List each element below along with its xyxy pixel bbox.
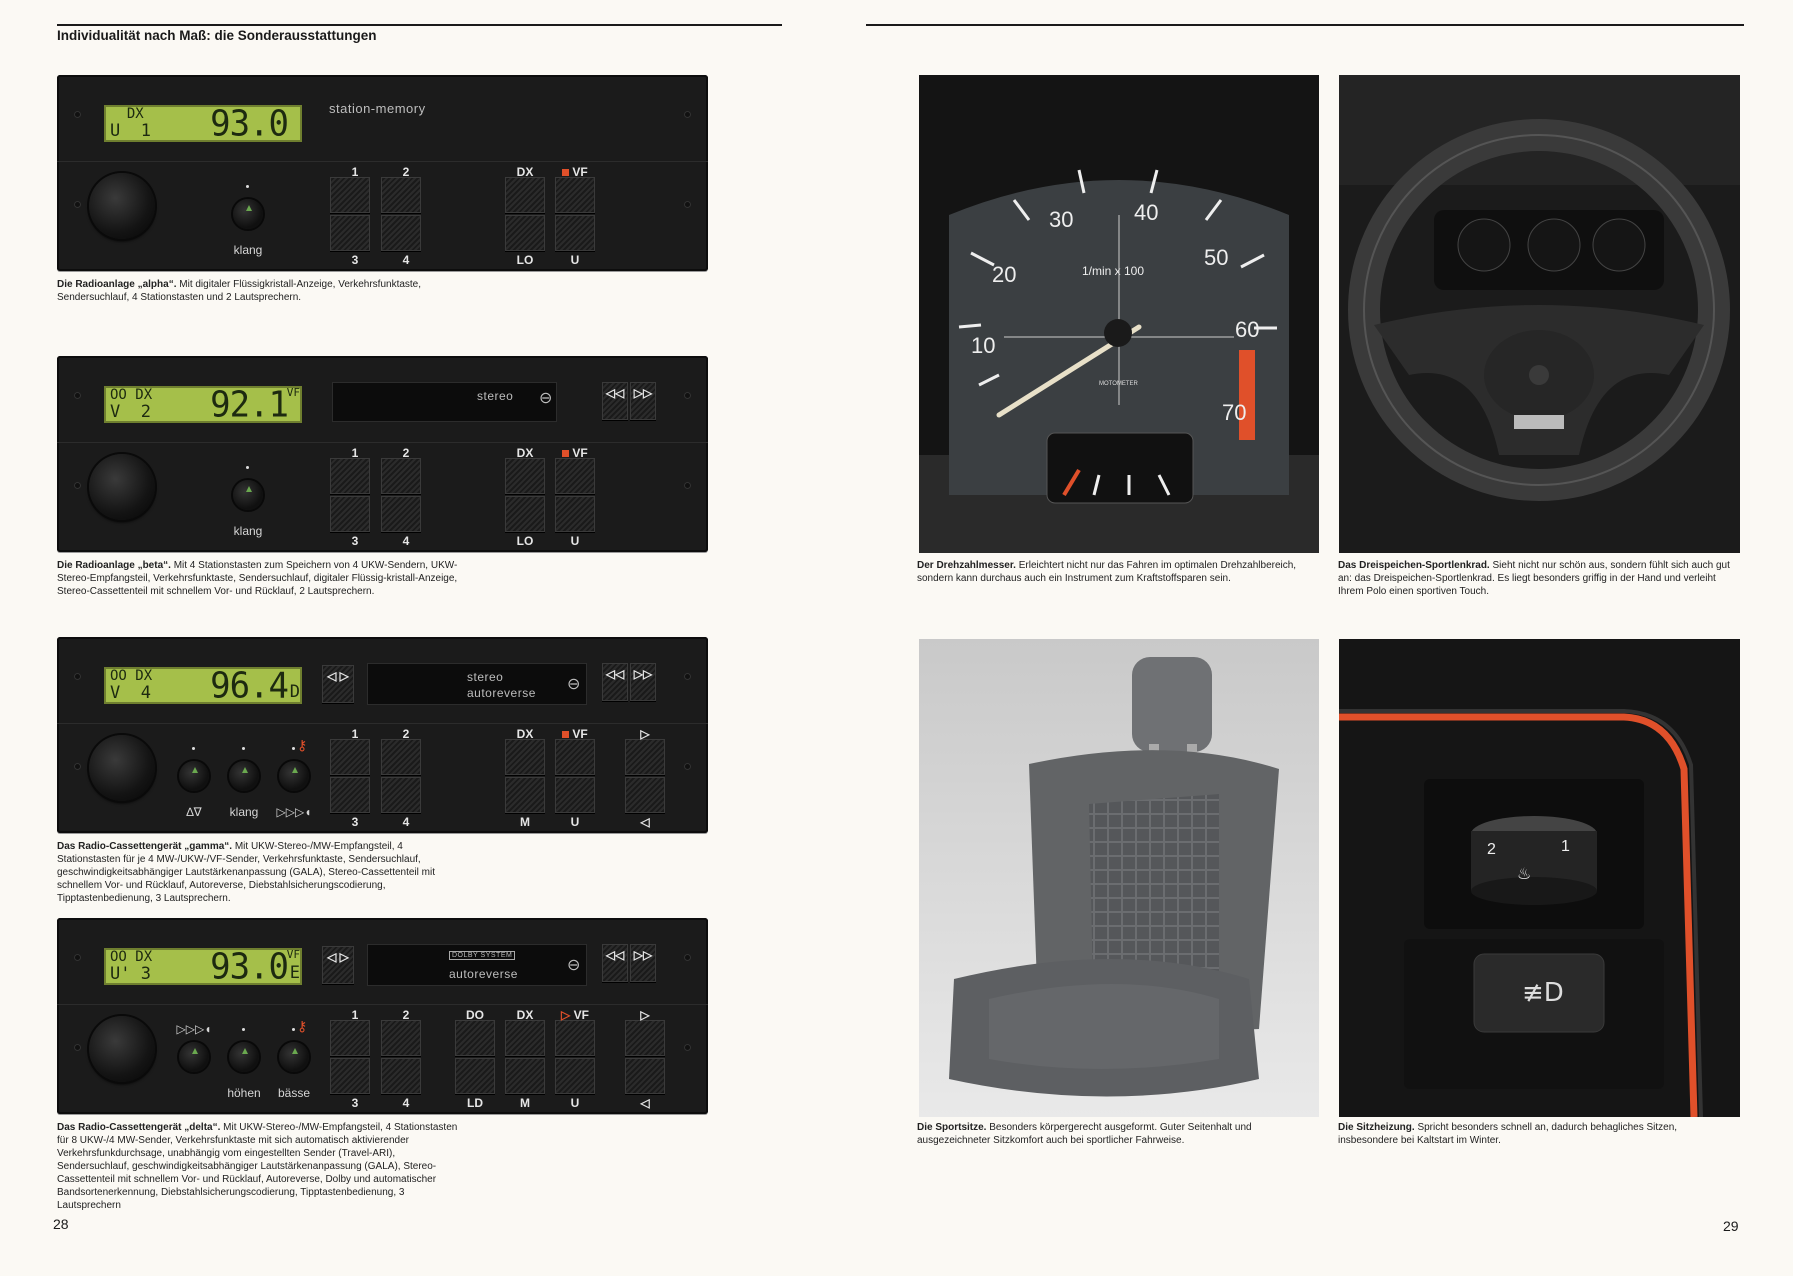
klang-label: klang — [229, 805, 259, 819]
preset-key-1[interactable] — [330, 177, 370, 213]
indicator-square — [562, 450, 569, 457]
balance-knob[interactable] — [179, 761, 209, 791]
caption-sport-seat — [917, 1121, 1322, 1147]
volume-knob[interactable] — [89, 735, 155, 801]
lcd-line1: OO DX — [110, 387, 153, 403]
caption-tachometer — [917, 559, 1322, 585]
dolby-label: DOLBY SYSTEM — [449, 951, 515, 960]
screw — [684, 673, 691, 680]
m-key[interactable] — [505, 777, 545, 813]
m-key[interactable] — [505, 1058, 545, 1094]
fader-label: ▷▷▷◖ — [276, 805, 312, 819]
lcd-frequency: 96.4 — [210, 665, 288, 707]
key-label — [555, 446, 595, 460]
key-label: 3 — [351, 534, 359, 548]
fast-forward-label: ▷▷ — [633, 948, 653, 962]
key-label: DX — [516, 1008, 534, 1022]
screw — [74, 1044, 81, 1051]
seat-heat-icon: ♨ — [1517, 864, 1532, 883]
dx-key[interactable] — [505, 458, 545, 494]
u-key[interactable] — [555, 777, 595, 813]
preset-key-1[interactable] — [330, 1020, 370, 1056]
lcd-display — [104, 103, 302, 145]
key-label-text: VF — [572, 446, 588, 460]
page-heading: Individualität nach Maß: die Sonderausstattungen — [57, 28, 377, 43]
screw — [684, 763, 691, 770]
key-label: M — [520, 1096, 530, 1110]
klang-label: klang — [233, 524, 263, 538]
key-label: LD — [467, 1096, 483, 1110]
key-label: U — [570, 815, 580, 829]
play-icon: ▷ — [640, 1008, 650, 1022]
key-label: DO — [466, 1008, 484, 1022]
bass-label: bässe — [277, 1086, 311, 1100]
screw — [74, 482, 81, 489]
station-memory-label: station-memory — [329, 101, 426, 116]
tick-70: 70 — [1222, 400, 1247, 425]
key-label: LO — [516, 253, 534, 267]
seek-label: ◁ ▷ — [327, 950, 349, 964]
lcd-line2: V 4 — [110, 683, 151, 703]
caption-alpha — [57, 278, 457, 304]
fader-knob[interactable] — [179, 1042, 209, 1072]
key-label — [555, 1008, 595, 1022]
caption-delta — [57, 1121, 462, 1212]
caption-title: Die Sitzheizung. — [1338, 1122, 1415, 1133]
key-label: U — [570, 534, 580, 548]
radio-beta — [57, 356, 708, 552]
key-label: 3 — [351, 815, 359, 829]
balance-label: ∆∇ — [186, 805, 202, 819]
play-key[interactable] — [625, 1020, 665, 1056]
screw — [684, 1044, 691, 1051]
page-number-right: 29 — [1723, 1218, 1739, 1234]
key-label-text: VF — [572, 165, 588, 179]
key-label — [555, 727, 595, 741]
dx-key[interactable] — [505, 739, 545, 775]
key-label: 2 — [402, 1008, 410, 1022]
fog-light-icon: ≢D — [1522, 978, 1564, 1008]
key-label: 4 — [402, 1096, 410, 1110]
sport-seat-illustration — [919, 639, 1319, 1117]
volume-knob[interactable] — [89, 173, 155, 239]
key-label: DX — [516, 727, 534, 741]
tick-40: 40 — [1134, 200, 1159, 225]
lcd-display — [104, 665, 302, 707]
caption-text: Spricht besonders schnell an, dadurch behagliches Sitzen, insbesondere bei Kaltstart im Winter. — [1338, 1122, 1678, 1146]
preset-key-4[interactable] — [381, 777, 421, 813]
key-label: LO — [516, 534, 534, 548]
lo-key[interactable] — [505, 215, 545, 251]
tach-brand: MOTOMETER — [1099, 381, 1138, 387]
screw — [74, 954, 81, 961]
screw — [74, 763, 81, 770]
screw — [684, 482, 691, 489]
rewind-label: ◁◁ — [605, 948, 625, 962]
indicator-dot — [242, 747, 245, 750]
indicator-dot — [292, 1028, 295, 1031]
u-key[interactable] — [555, 496, 595, 532]
dx-key[interactable] — [505, 1020, 545, 1056]
rewind-label: ◁◁ — [605, 667, 625, 681]
key-icon: ⚷ — [297, 1018, 308, 1034]
dx-key[interactable] — [505, 177, 545, 213]
tick-60: 60 — [1235, 317, 1260, 342]
lcd-suffix: VF — [286, 948, 300, 961]
indicator-square — [562, 731, 569, 738]
caption-title: Die Sportsitze. — [917, 1122, 987, 1133]
lcd-line1: DX — [110, 106, 144, 122]
key-label: DX — [516, 446, 534, 460]
caption-text: Mit digitaler Flüssigkristall-Anzeige, Verkehrsfunktaste, Sendersuchlauf, 4 Stationstasten und 2 Lautsprechern. — [57, 279, 422, 303]
cassette-slot[interactable] — [332, 382, 557, 422]
key-label: M — [520, 815, 530, 829]
dial-1: 1 — [1561, 838, 1570, 855]
lcd-frequency: 93.0 — [210, 946, 288, 988]
eject-icon: ◁ — [640, 1096, 650, 1110]
treble-knob[interactable] — [229, 1042, 259, 1072]
caption-beta — [57, 559, 467, 598]
left-top-rule — [57, 24, 782, 26]
seat-heating-photo — [1339, 639, 1740, 1117]
u-key[interactable] — [555, 1058, 595, 1094]
volume-knob[interactable] — [89, 454, 155, 520]
caption-text: Sieht nicht nur schön aus, sondern fühlt sich auch gut an: das Dreispeichen-Sportlenkrad. Es liegt besonders griffig in der Hand und verleiht Ihrem Polo einen sportiven Touch. — [1338, 560, 1730, 597]
preset-key-3[interactable] — [330, 215, 370, 251]
indicator-dot — [246, 185, 249, 188]
screw — [684, 954, 691, 961]
sport-seat-photo — [919, 639, 1319, 1117]
caption-title: Die Radioanlage „beta“. — [57, 560, 171, 571]
lcd-line2: U 1 — [110, 121, 151, 141]
preset-key-3[interactable] — [330, 777, 370, 813]
tick-10: 10 — [971, 333, 996, 358]
rewind-label: ◁◁ — [605, 386, 625, 400]
key-label: 1 — [351, 446, 359, 460]
preset-key-2[interactable] — [381, 1020, 421, 1056]
key-label: U — [570, 253, 580, 267]
key-icon: ⚷ — [297, 737, 308, 753]
key-label: 3 — [351, 1096, 359, 1110]
screw — [74, 392, 81, 399]
page-number-left: 28 — [53, 1216, 69, 1232]
preset-key-2[interactable] — [381, 739, 421, 775]
preset-key-4[interactable] — [381, 215, 421, 251]
key-label: 4 — [402, 815, 410, 829]
preset-key-1[interactable] — [330, 739, 370, 775]
cassette-logo: ⊖ — [567, 957, 581, 974]
lcd-suffix: VF — [286, 386, 300, 399]
key-label: 1 — [351, 165, 359, 179]
key-label: 4 — [402, 253, 410, 267]
radio-delta — [57, 918, 708, 1114]
lcd-display — [104, 384, 302, 426]
caption-title: Die Radioanlage „alpha“. — [57, 279, 177, 290]
indicator-dot — [192, 747, 195, 750]
lcd-line2: V 2 — [110, 402, 151, 422]
autoreverse-label: autoreverse — [467, 686, 536, 700]
indicator-dot — [292, 747, 295, 750]
cassette-logo: ⊖ — [567, 676, 581, 693]
vf-key[interactable] — [555, 1020, 595, 1056]
preset-key-4[interactable] — [381, 1058, 421, 1094]
key-label: DX — [516, 165, 534, 179]
tick-20: 20 — [992, 262, 1017, 287]
lcd-line1: OO DX — [110, 949, 153, 965]
ld-key[interactable] — [455, 1058, 495, 1094]
eject-key[interactable] — [625, 777, 665, 813]
caption-text: Besonders körpergerecht ausgeformt. Guter Seitenhalt und ausgezeichneter Sitzkomfort auch bei sportlicher Fahrweise. — [917, 1122, 1252, 1146]
preset-key-4[interactable] — [381, 496, 421, 532]
steering-wheel-illustration — [1339, 75, 1740, 553]
preset-key-3[interactable] — [330, 496, 370, 532]
seek-label: ◁ ▷ — [327, 669, 349, 683]
dial-2: 2 — [1487, 841, 1496, 858]
caption-text: Mit UKW-Stereo-/MW-Empfangsteil, 4 Stationstasten für je 4 MW-/UKW-/VF-Sender, Verkehrsfunktaste, Sendersuchlauf, geschwindigkeitsabhängiger Lautstärkenanpassung (GALA), Stereo-Cassettenteil mit schnellem Vor- und Rücklauf, Autoreverse, Diebstahlsicherungscodierung, Tipptastenbedienung, 3 Lautsprechern. — [57, 841, 435, 904]
fader-label: ▷▷▷◖ — [176, 1022, 212, 1036]
tachometer-photo — [919, 75, 1319, 553]
caption-text: Erleichtert nicht nur das Fahren im optimalen Drehzahlbereich, sondern kann durchaus auch ein Instrument zum Kraftstoffsparen sein. — [917, 560, 1297, 584]
indicator-dot — [246, 466, 249, 469]
key-label-text: VF — [572, 727, 588, 741]
key-label: U — [570, 1096, 580, 1110]
key-label: 2 — [402, 446, 410, 460]
caption-steering-wheel — [1338, 559, 1738, 598]
caption-seat-heating — [1338, 1121, 1738, 1147]
caption-gamma — [57, 840, 462, 905]
stereo-label: stereo — [477, 389, 514, 403]
key-label: 1 — [351, 727, 359, 741]
lcd-display — [104, 946, 302, 988]
lcd-frequency: 93.0 — [210, 103, 288, 145]
screw — [74, 111, 81, 118]
play-indicator-icon: ▷ — [561, 1008, 571, 1022]
indicator-square — [562, 169, 569, 176]
lcd-suffix: D — [289, 682, 300, 702]
stereo-label: stereo — [467, 670, 504, 684]
bass-knob[interactable] — [279, 1042, 309, 1072]
caption-text: Mit 4 Stationstasten zum Speichern von 4 UKW-Sendern, UKW-Stereo-Empfangsteil, Verkehrsfunktaste, Sendersuchlauf, digitaler Flüssig-kristall-Anzeige, Stereo-Cassettenteil mit schnellem Vor- und Rücklauf, 2 Lautsprechern. — [57, 560, 458, 597]
caption-title: Das Radio-Cassettengerät „gamma“. — [57, 841, 233, 852]
steering-wheel-photo — [1339, 75, 1740, 553]
lcd-line2: U' 3 — [110, 964, 151, 984]
preset-key-2[interactable] — [381, 458, 421, 494]
preset-key-2[interactable] — [381, 177, 421, 213]
indicator-dot — [242, 1028, 245, 1031]
klang-knob[interactable] — [233, 480, 263, 510]
screw — [684, 392, 691, 399]
key-label: 4 — [402, 534, 410, 548]
play-key[interactable] — [625, 739, 665, 775]
key-label: 3 — [351, 253, 359, 267]
tachometer-illustration — [919, 75, 1319, 553]
seat-heating-illustration — [1339, 639, 1740, 1117]
caption-title: Der Drehzahlmesser. — [917, 560, 1016, 571]
screw — [684, 111, 691, 118]
caption-title: Das Dreispeichen-Sportlenkrad. — [1338, 560, 1490, 571]
key-label: 2 — [402, 165, 410, 179]
vf-key[interactable] — [555, 458, 595, 494]
autoreverse-label: autoreverse — [449, 967, 518, 981]
play-icon: ▷ — [640, 727, 650, 741]
preset-key-3[interactable] — [330, 1058, 370, 1094]
caption-title: Das Radio-Cassettengerät „delta“. — [57, 1122, 221, 1133]
treble-label: höhen — [227, 1086, 261, 1100]
lcd-frequency: 92.1 — [210, 384, 288, 426]
key-label: 1 — [351, 1008, 359, 1022]
radio-gamma — [57, 637, 708, 833]
key-label-text: VF — [573, 1008, 589, 1022]
lcd-line1: OO DX — [110, 668, 153, 684]
right-top-rule — [866, 24, 1744, 26]
lcd-suffix-bottom: E — [289, 963, 300, 983]
cassette-logo: ⊖ — [539, 390, 553, 407]
eject-icon: ◁ — [640, 815, 650, 829]
klang-knob[interactable] — [229, 761, 259, 791]
eject-key[interactable] — [625, 1058, 665, 1094]
radio-alpha — [57, 75, 708, 271]
vf-key[interactable] — [555, 177, 595, 213]
screw — [684, 201, 691, 208]
tick-50: 50 — [1204, 245, 1229, 270]
caption-text: Mit UKW-Stereo-/MW-Empfangsteil, 4 Stationstasten für 8 UKW-/4 MW-Sender, Verkehrsfunktaste mit sich automatisch aktivierender Verkehrsfunkdurchsage, unabhängig vom eingestellten Sender (Travel-ARI), Sendersuchlauf, geschwindigkeitsabhängiger Lautstärkenanpassung (GALA), Stereo-Cassettenteil mit schnellem Vor- und Rücklauf, Autoreverse, Dolby und automatischer Bandsortenerkennung, Diebstahlsicherungscodierung, Tipptastenbedienung, 3 Lautsprechern — [57, 1122, 458, 1211]
preset-key-1[interactable] — [330, 458, 370, 494]
u-key[interactable] — [555, 215, 595, 251]
screw — [74, 673, 81, 680]
fast-forward-label: ▷▷ — [633, 667, 653, 681]
key-label — [555, 165, 595, 179]
klang-label: klang — [233, 243, 263, 257]
fast-forward-label: ▷▷ — [633, 386, 653, 400]
fader-knob[interactable] — [279, 761, 309, 791]
lo-key[interactable] — [505, 496, 545, 532]
volume-knob[interactable] — [89, 1016, 155, 1082]
tach-unit: 1/min x 100 — [1082, 264, 1145, 278]
dolby-key[interactable] — [455, 1020, 495, 1056]
tick-30: 30 — [1049, 207, 1074, 232]
key-label: 2 — [402, 727, 410, 741]
klang-knob[interactable] — [233, 199, 263, 229]
vf-key[interactable] — [555, 739, 595, 775]
screw — [74, 201, 81, 208]
